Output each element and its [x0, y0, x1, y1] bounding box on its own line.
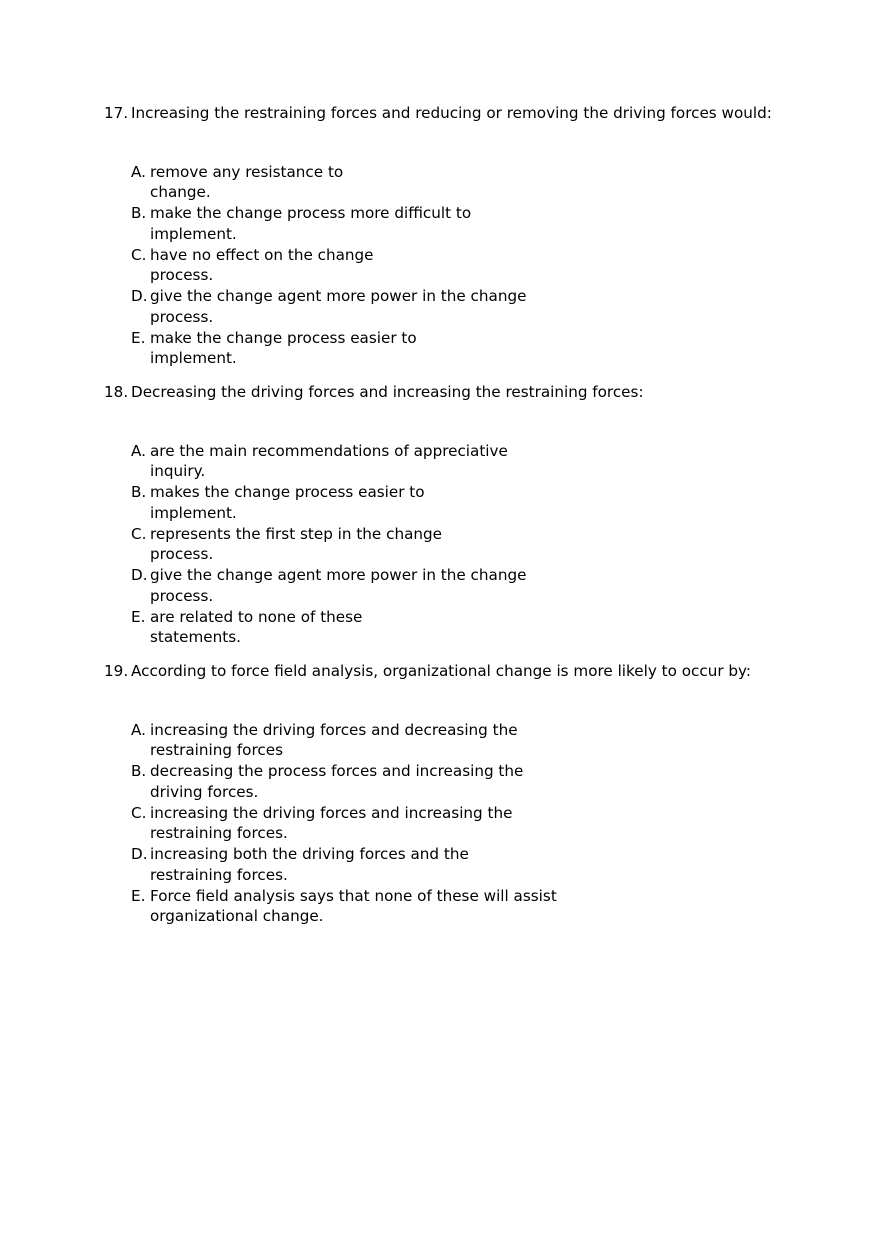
option-b	[131, 761, 804, 802]
option-text: have no effect on the change process.	[150, 245, 374, 284]
question-number: 18.	[104, 383, 129, 401]
question-17	[104, 103, 804, 369]
answer-options	[104, 162, 804, 369]
answer-options	[104, 441, 804, 648]
option-letter: E.	[131, 328, 146, 347]
option-letter: C.	[131, 524, 147, 543]
question-text: According to force field analysis, organizational change is more likely to occur by:	[131, 662, 752, 680]
option-text: decreasing the process forces and increasing the driving forces.	[150, 762, 524, 801]
option-text: Force field analysis says that none of these will assist organizational change.	[150, 886, 557, 925]
option-text: increasing the driving forces and decreasing the restraining forces	[150, 720, 518, 759]
option-a	[131, 162, 804, 203]
option-b	[131, 482, 804, 523]
option-text: give the change agent more power in the change process.	[150, 287, 527, 326]
question-number: 17.	[104, 104, 129, 122]
option-text: make the change process easier to implement.	[150, 328, 417, 367]
option-a	[131, 441, 804, 482]
question-18	[104, 382, 804, 648]
option-letter: B.	[131, 483, 147, 501]
option-c	[131, 803, 804, 844]
option-letter: A.	[131, 720, 146, 739]
question-text: Decreasing the driving forces and increasing the restraining forces:	[131, 383, 644, 401]
option-e	[131, 328, 804, 369]
option-letter: B.	[131, 762, 147, 780]
question-stem	[104, 382, 804, 403]
option-letter: C.	[131, 245, 147, 264]
question-19	[104, 661, 804, 927]
option-d	[131, 844, 804, 885]
option-text: increasing both the driving forces and the restraining forces.	[150, 845, 469, 884]
option-letter: C.	[131, 803, 147, 822]
option-text: give the change agent more power in the change process.	[150, 566, 527, 605]
option-text: are related to none of these statements.	[150, 607, 363, 646]
option-e	[131, 886, 804, 927]
option-d	[131, 286, 804, 327]
option-letter: E.	[131, 886, 146, 905]
question-text: Increasing the restraining forces and reducing or removing the driving forces would:	[131, 104, 772, 122]
option-letter: D.	[131, 845, 148, 863]
option-text: are the main recommendations of appreciative inquiry.	[150, 441, 508, 480]
option-c	[131, 245, 804, 286]
option-a	[131, 720, 804, 761]
option-text: remove any resistance to change.	[150, 162, 344, 201]
option-e	[131, 607, 804, 648]
option-d	[131, 565, 804, 606]
option-letter: D.	[131, 287, 148, 305]
option-text: makes the change process easier to implement.	[150, 483, 425, 522]
question-number: 19.	[104, 662, 129, 680]
option-letter: D.	[131, 566, 148, 584]
question-stem	[104, 661, 804, 682]
option-letter: E.	[131, 607, 146, 626]
option-letter: B.	[131, 204, 147, 222]
option-text: represents the first step in the change process.	[150, 524, 442, 563]
option-text: increasing the driving forces and increasing the restraining forces.	[150, 803, 513, 842]
option-c	[131, 524, 804, 565]
option-letter: A.	[131, 162, 146, 181]
question-stem	[104, 103, 804, 124]
option-letter: A.	[131, 441, 146, 460]
option-text: make the change process more difficult to implement.	[150, 204, 472, 243]
answer-options	[104, 720, 804, 927]
option-b	[131, 203, 804, 244]
